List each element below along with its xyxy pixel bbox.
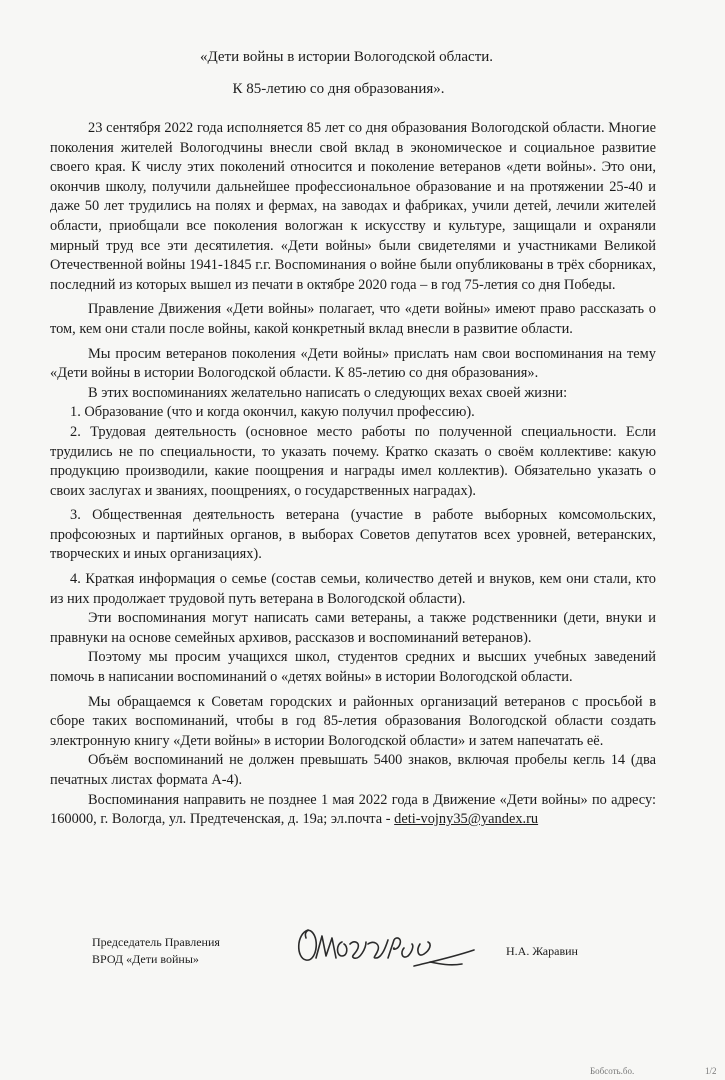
bottom-fragment-text: Бобсоть.бо. [590, 1066, 635, 1076]
list-item-family: 4. Краткая информация о семье (состав семьи, количество детей и внуков, кем они стали, кто из них продолжает трудовой путь ветерана в Вологодской области). [50, 571, 656, 607]
list-item-education: 1. Образование (что и когда окончил, какую получил профессию). [70, 404, 475, 421]
paragraph-who-can-write: Эти воспоминания могут написать сами ветераны, а также родственники (дети, внуки и правнуки на основе семейных архивов, рассказов и воспоминаний ветеранов). [50, 610, 656, 646]
signature-image [290, 918, 480, 976]
submission-address-text: Воспоминания направить не позднее 1 мая 2022 года в Движение «Дети войны» по адресу: 160000, г. Вологда, ул. Предтеченская, д. 19а; эл.почта - [50, 791, 656, 828]
paragraph-milestones-intro: В этих воспоминаниях желательно написать о следующих вехах своей жизни: [88, 384, 568, 401]
email-link[interactable]: deti-vojny35@yandex.ru [394, 811, 539, 828]
paragraph-students-help: Поэтому мы просим учащихся школ, студентов средних и высших учебных заведений помочь в написании воспоминаний о «детях войны» в истории Вологодской области. [50, 649, 656, 686]
paragraph-volume-limit: Объём воспоминаний не должен превышать 5400 знаков, включая пробелы кегль 14 (два печатных листах формата А-4). [50, 752, 656, 788]
position-line-1: Председатель Правления [92, 935, 220, 949]
list-item-work: 2. Трудовая деятельность (основное место работы по полученной специальности. Если трудились не по специальности, то указать почему. Кратко сказать о своём коллективе: какую продукцию производили, какие поощрения и награды имел коллектив). Обязательно указать о своих заслугах и званиях, поощрениях, о государственных наградах). [50, 423, 656, 499]
position-line-2: ВРОД «Дети войны» [92, 952, 199, 966]
document-title-line-2: К 85-летию со дня образования». [232, 81, 445, 97]
signatory-position [92, 934, 220, 968]
page-number-fragment: 1/2 [705, 1066, 717, 1076]
paragraph-request: Мы просим ветеранов поколения «Дети войны» прислать нам свои воспоминания на тему «Дети войны в истории Вологодской области. К 85-летию со дня образования». [50, 345, 656, 382]
list-item-public-activity: 3. Общественная деятельность ветерана (участие в работе выборных комсомольских, профсоюзных и партийных органов, в выборах Советов депутатов всех уровней, ветеранских, творческих и иных организациях). [50, 507, 656, 563]
document-title-line-1: «Дети войны в истории Вологодской области. [199, 49, 494, 65]
paragraph-submission-address [50, 791, 656, 830]
signatory-name: Н.А. Жаравин [506, 944, 578, 958]
paragraph-councils-appeal: Мы обращаемся к Советам городских и районных организаций ветеранов с просьбой в сборе таких воспоминаний, чтобы в год 85-летия образования Вологодской области создать электронную книгу «Дети войны» в истории Вологодской области» и затем напечатать её. [50, 693, 656, 749]
paragraph-anniversary: 23 сентября 2022 года исполняется 85 лет со дня образования Вологодской области. Многие поколения жителей Вологодчины внесли свой вклад в экономическое и социальное развитие своего края. К числу этих поколений относится и поколение ветеранов «дети войны». Это они, окончив школу, получили дальнейшее профессиональное образование и на протяжении 25-40 и даже 50 лет трудились на полях и фермах, на заводах и фабриках, учили детей, лечили жителей области, приобщали все поколения вологжан к искусству и культуре, защищали и охраняли мирный труд все эти десятилетия. «Дети войны» были свидетелями и участниками Великой Отечественной войны 1941-1845 г.г. Воспоминания о войне были опубликованы в трёх сборниках, последний из которых вышел из печати в октябре 2020 года – в год 75-летия со дня Победы. [50, 120, 656, 293]
document-body [50, 119, 656, 830]
paragraph-board-opinion: Правление Движения «Дети войны» полагает, что «дети войны» имеют право рассказать о том, кем они стали после войны, какой конкретный вклад внесли в развитие области. [50, 301, 656, 337]
